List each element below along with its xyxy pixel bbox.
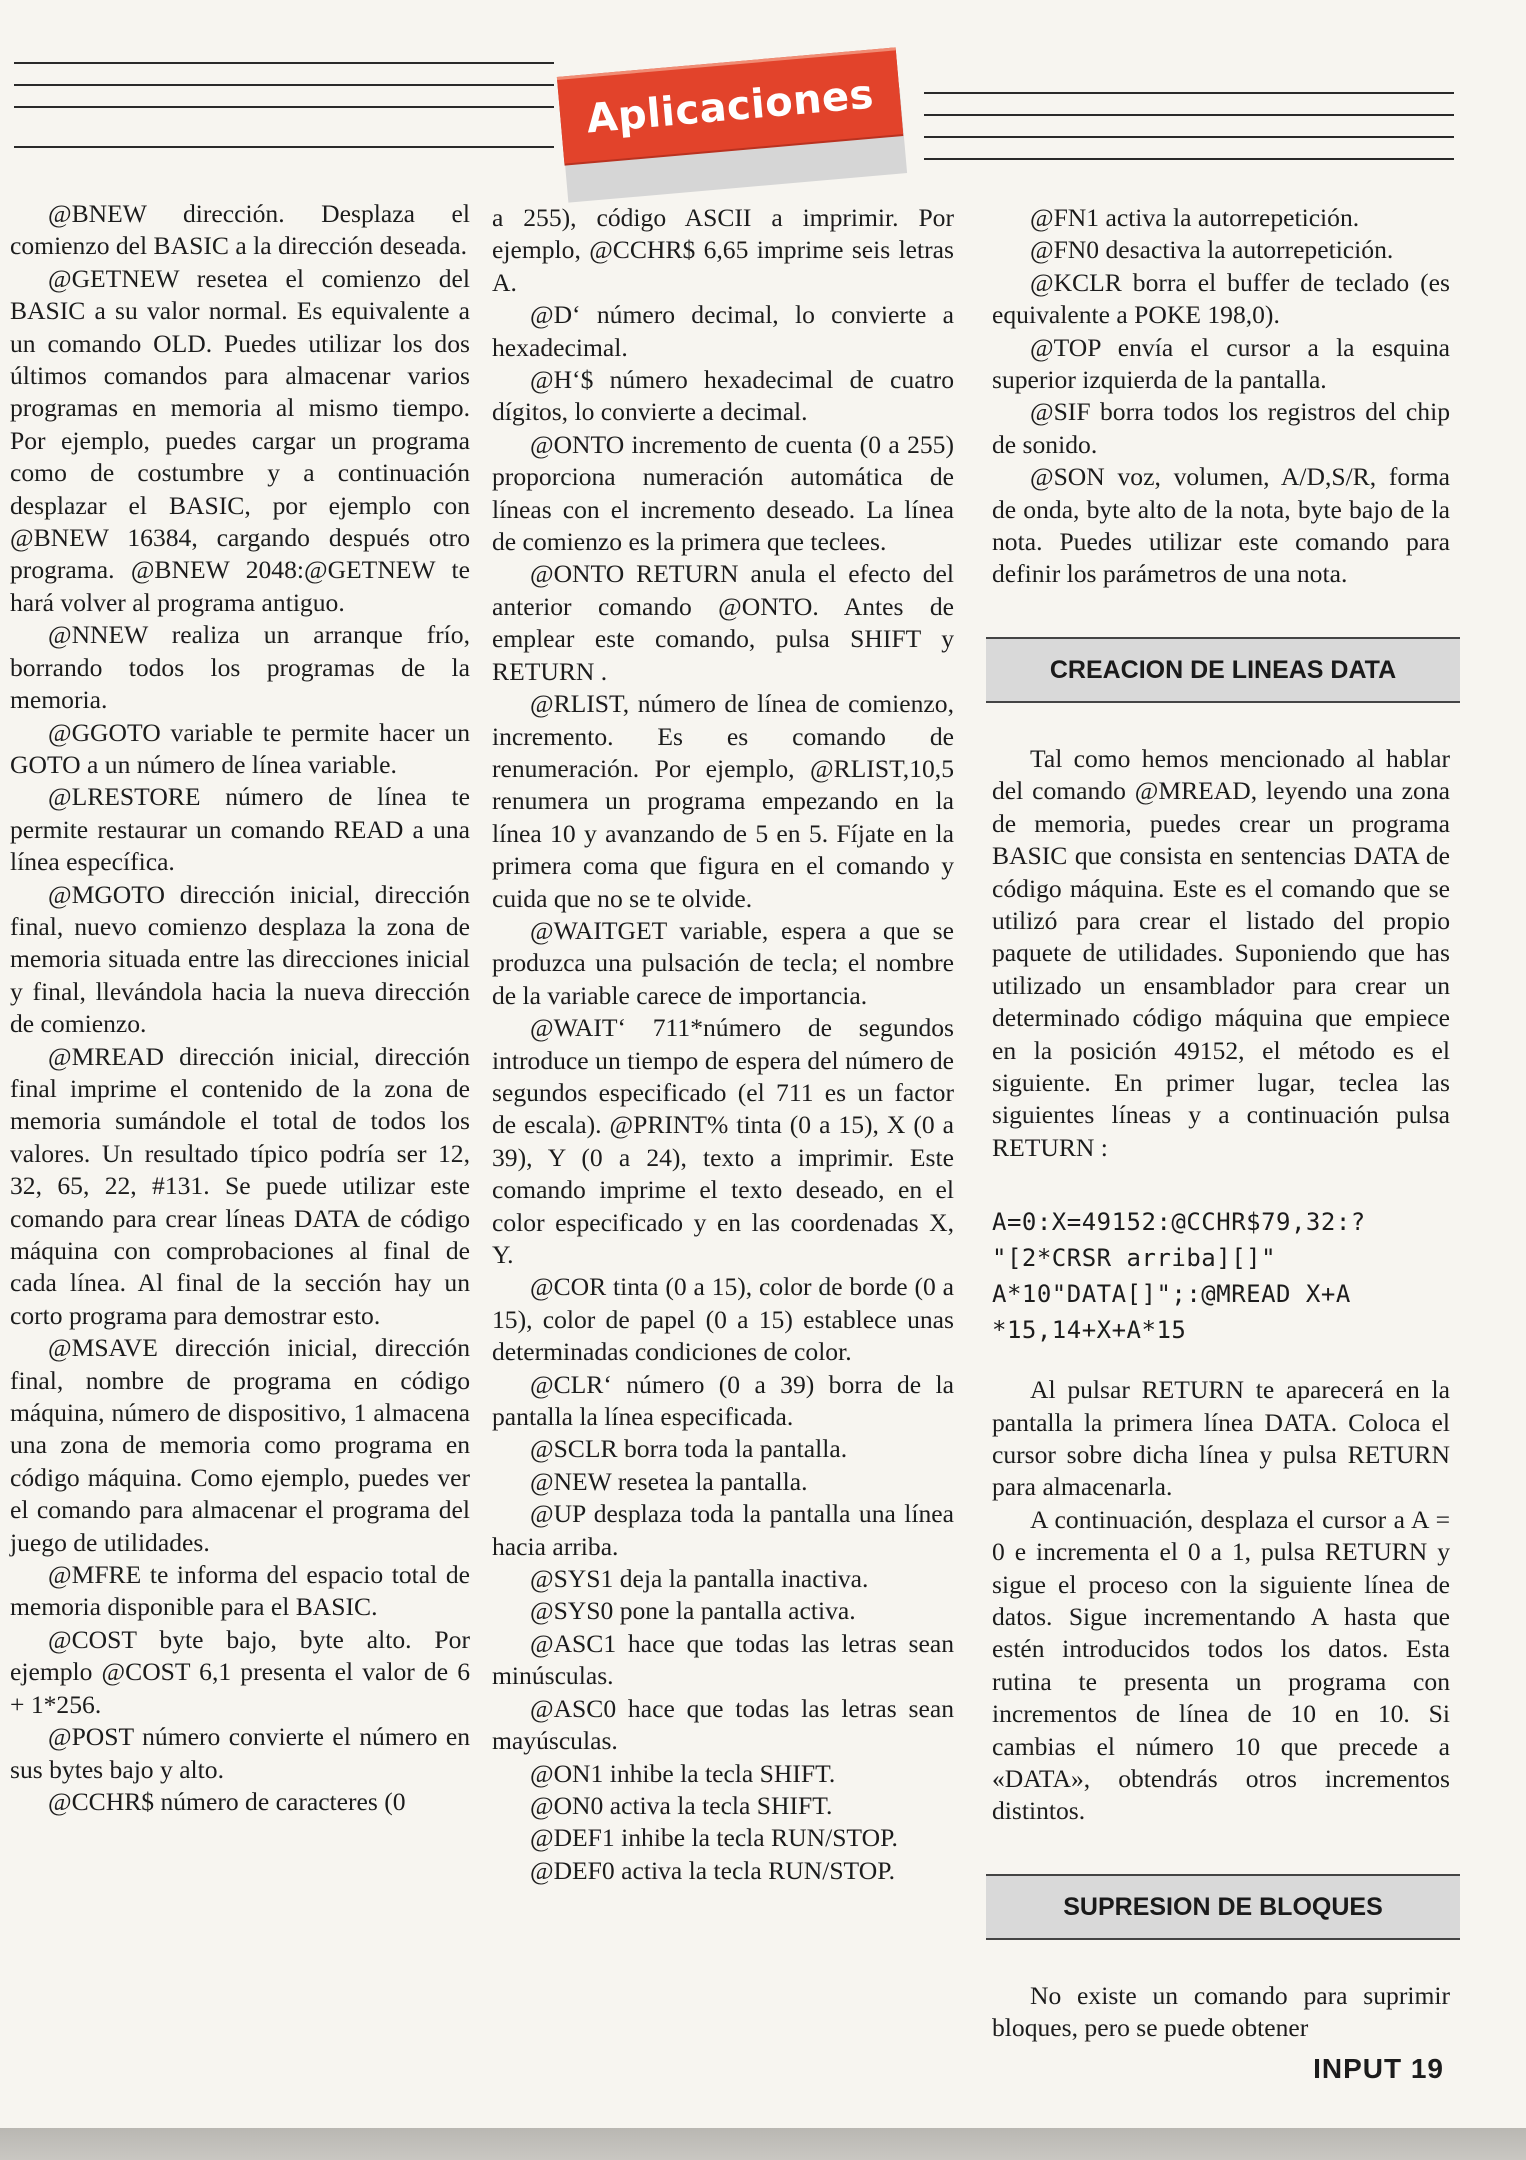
paragraph: @WAIT‘ 711*número de segundos introduce un tiempo de espera del número de segundos especificado (el 711 es un factor de escala). @PRINT% tinta (0 a 15), X (0 a 39), Y (0 a 24), texto a imprimir. Este comando imprime el texto deseado, en el color especificado y en las coordenadas X, Y. <box>492 1013 954 1269</box>
rule-right-2 <box>924 114 1454 116</box>
paragraph: @SIF borra todos los registros del chip de sonido. <box>992 397 1450 459</box>
section-heading-creacion-lineas-data: CREACION DE LINEAS DATA <box>986 637 1460 703</box>
column-1 <box>10 198 470 1818</box>
paragraph: @SCLR borra toda la pantalla. <box>530 1434 848 1464</box>
paragraph: @ONTO RETURN anula el efecto del anterior comando @ONTO. Antes de emplear este comando, pulsa SHIFT y RETURN . <box>492 559 954 686</box>
paragraph: @BNEW dirección. Desplaza el comienzo del BASIC a la dirección deseada. <box>10 199 470 261</box>
paragraph: @CCHR$ número de caracteres (0 <box>48 1786 406 1816</box>
paragraph: @FN0 desactiva la autorrepetición. <box>1030 235 1394 265</box>
paragraph: @LRESTORE número de línea te permite restaurar un comando READ a una línea específica. <box>10 782 470 877</box>
paragraph: @MREAD dirección inicial, dirección final imprime el contenido de la zona de memoria sumándole el total de todos los valores. Un resultado típico podría ser 12, 32, 65, 22, #131. Se puede utilizar este comando para crear líneas DATA de código máquina con comprobaciones al final de cada línea. Al final de la sección hay un corto programa para demostrar esto. <box>10 1041 470 1330</box>
paragraph: @UP desplaza toda la pantalla una línea hacia arriba. <box>492 1499 954 1561</box>
column-2 <box>492 202 954 1887</box>
paragraph: @D‘ número decimal, lo convierte a hexadecimal. <box>492 300 954 362</box>
paragraph: @MFRE te informa del espacio total de memoria disponible para el BASIC. <box>10 1560 470 1622</box>
rule-left-2 <box>14 84 554 86</box>
rule-right-4 <box>924 158 1454 160</box>
paragraph: @MSAVE dirección inicial, dirección final, nombre de programa en código máquina, número de dispositivo, 1 almacena una zona de memoria como programa en código máquina. Como ejemplo, puedes ver el comando para almacenar el programa del juego de utilidades. <box>10 1333 470 1557</box>
paragraph: @CLR‘ número (0 a 39) borra de la pantalla la línea especificada. <box>492 1369 954 1432</box>
paragraph: @TOP envía el cursor a la esquina superior izquierda de la pantalla. <box>992 332 1450 395</box>
rule-right-1 <box>924 92 1454 94</box>
paragraph: @WAITGET variable, espera a que se produzca una pulsación de tecla; el nombre de la variable carece de importancia. <box>492 915 954 1010</box>
section-banner <box>542 44 920 194</box>
paragraph: @H‘$ número hexadecimal de cuatro dígitos, lo convierte a decimal. <box>492 365 954 427</box>
paragraph: @MGOTO dirección inicial, dirección final, nuevo comienzo desplaza la zona de memoria situada entre las direcciones inicial y final, llevándola hacia la nueva dirección de comienzo. <box>10 879 470 1039</box>
paragraph: @FN1 activa la autorrepetición. <box>1030 203 1360 232</box>
page-bottom-edge <box>0 2128 1526 2160</box>
paragraph: No existe un comando para suprimir bloques, pero se puede obtener <box>992 1980 1450 2043</box>
paragraph: @NNEW realiza un arranque frío, borrando todos los programas de la memoria. <box>10 620 470 715</box>
rule-right-3 <box>924 136 1454 138</box>
paragraph: @SON voz, volumen, A/D,S/R, forma de onda, byte alto de la nota, byte bajo de la nota. Puedes utilizar este comando para definir los parámetros de una nota. <box>992 462 1450 589</box>
paragraph: A continuación, desplaza el cursor a A = 0 e incrementa el 0 a 1, pulsa RETURN y sigue el proceso con la siguiente línea de datos. Sigue incrementando A hasta que estén introducidos todos los datos. Esta rutina te presenta un programa con incrementos de línea de 10 en 10. Si cambias el número 10 que precede a «DATA», obtendrás otros incrementos distintos. <box>992 1504 1450 1826</box>
code-listing: A=0:X=49152:@CCHR$79,32:? "[2*CRSR arriba][]" A*10"DATA[]";:@MREAD X+A *15,14+X+A*15 <box>992 1208 1366 1345</box>
rule-left-4 <box>14 146 554 148</box>
paragraph: Tal como hemos mencionado al hablar del comando @MREAD, leyendo una zona de memoria, puedes crear un programa BASIC que consista en sentencias DATA de código máquina. Este es el comando que se utilizó para crear el listado del propio paquete de utilidades. Suponiendo que has utilizado un ensamblador para crear un determinado código máquina que empiece en la posición 49152, el método es el siguiente. En primer lugar, teclea las siguientes líneas y a continuación pulsa RETURN : <box>992 743 1450 1162</box>
paragraph: @GETNEW resetea el comienzo del BASIC a su valor normal. Es equivalente a un comando OLD. Puedes utilizar los dos últimos comandos para almacenar varios programas en memoria al mismo tiempo. Por ejemplo, puedes cargar un programa como de costumbre y a continuación desplazar el BASIC, por ejemplo con @BNEW 16384, cargando después otro programa. @BNEW 2048:@GETNEW te hará volver al programa antiguo. <box>10 263 470 617</box>
rule-left-1 <box>14 62 554 64</box>
column-3 <box>992 202 1450 2045</box>
page-footer: INPUT 19 <box>1313 2053 1444 2084</box>
banner-title: Aplicaciones <box>557 47 903 163</box>
paragraph: @ON1 inhibe la tecla SHIFT. <box>530 1758 836 1788</box>
paragraph: a 255), código ASCII a imprimir. Por ejemplo, @CCHR$ 6,65 imprime seis letras A. <box>492 203 954 297</box>
paragraph: @DEF1 inhibe la tecla RUN/STOP. <box>530 1823 898 1853</box>
paragraph: @COST byte bajo, byte alto. Por ejemplo @COST 6,1 presenta el valor de 6 + 1*256. <box>10 1624 470 1719</box>
paragraph: @POST número convierte el número en sus bytes bajo y alto. <box>10 1722 470 1784</box>
section-heading-supresion-bloques: SUPRESION DE BLOQUES <box>986 1874 1460 1940</box>
paragraph: @DEF0 activa la tecla RUN/STOP. <box>530 1855 896 1885</box>
paragraph: @ONTO incremento de cuenta (0 a 255) proporciona numeración automática de líneas con el incremento deseado. La línea de comienzo es la primera que teclees. <box>492 429 954 557</box>
paragraph: @NEW resetea la pantalla. <box>530 1466 808 1496</box>
paragraph: @COR tinta (0 a 15), color de borde (0 a 15), color de papel (0 a 15) establece unas determinadas condiciones de color. <box>492 1272 954 1367</box>
paragraph: @GGOTO variable te permite hacer un GOTO a un número de línea variable. <box>10 717 470 779</box>
paragraph: @RLIST, número de línea de comienzo, incremento. Es es comando de renumeración. Por ejemplo, @RLIST,10,5 renumera un programa empezando en la línea 10 y avanzando de 5 en 5. Fíjate en la primera coma que figura en el comando y cuida que no se te olvide. <box>492 689 954 913</box>
paragraph: @ASC1 hace que todas las letras sean minúsculas. <box>492 1628 954 1691</box>
rule-left-3 <box>14 106 554 108</box>
paragraph: @ASC0 hace que todas las letras sean mayúsculas. <box>492 1693 954 1756</box>
paragraph: Al pulsar RETURN te aparecerá en la pantalla la primera línea DATA. Coloca el cursor sobre dicha línea y pulsa RETURN para almacenarla. <box>992 1375 1450 1502</box>
paragraph: @SYS1 deja la pantalla inactiva. <box>530 1564 869 1594</box>
paragraph: @KCLR borra el buffer de teclado (es equivalente a POKE 198,0). <box>992 267 1450 330</box>
paragraph: @ON0 activa la tecla SHIFT. <box>530 1790 833 1820</box>
paragraph: @SYS0 pone la pantalla activa. <box>530 1596 856 1626</box>
